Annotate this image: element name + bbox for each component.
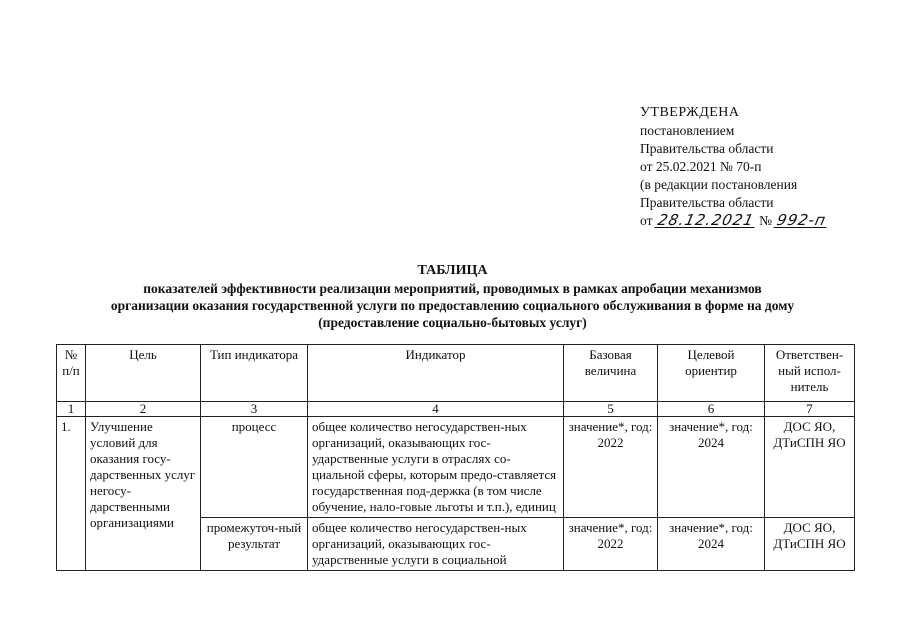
indicators-table <box>56 344 855 571</box>
approval-date-line <box>640 212 890 230</box>
column-number: 7 <box>765 402 855 417</box>
indicator-cell: общее количество негосударствен-ных организаций, оказывающих гос-ударственные услуги в социальной <box>308 518 564 571</box>
document-subtitle: (предоставление социально-бытовых услуг) <box>318 315 587 330</box>
number-sign: № <box>759 213 773 228</box>
header-cell: № п/п <box>57 345 86 402</box>
header-cell: Целевой ориентир <box>658 345 765 402</box>
document-title: ТАБЛИЦА <box>417 263 488 278</box>
table-header-row <box>57 345 855 402</box>
base-value-cell: значение*, год: 2022 <box>564 518 658 571</box>
column-number-row <box>57 402 855 417</box>
handwritten-date: 28.12.2021 <box>656 211 756 229</box>
document-subtitle: показателей эффективности реализации мероприятий, проводимых в рамках апробации механизмов <box>143 281 762 296</box>
base-value-cell: значение*, год: 2022 <box>564 417 658 518</box>
column-number: 6 <box>658 402 765 417</box>
approval-line: от 25.02.2021 № 70-п <box>640 159 762 174</box>
column-number: 1 <box>57 402 86 417</box>
indicator-type-cell: процесс <box>201 417 308 518</box>
responsible-cell: ДОС ЯО, ДТиСПН ЯО <box>765 417 855 518</box>
handwritten-number: 992-п <box>775 211 829 229</box>
column-number: 3 <box>201 402 308 417</box>
target-value-cell: значение*, год: 2024 <box>658 518 765 571</box>
header-cell: Тип индикатора <box>201 345 308 402</box>
approval-line: постановлением <box>640 123 735 138</box>
date-prefix: от <box>640 213 653 228</box>
column-number: 5 <box>564 402 658 417</box>
document-subtitle: организации оказания государственной услуги по предоставлению социального обслуживания в форме на дому <box>110 298 795 313</box>
approval-block <box>640 104 890 230</box>
indicator-cell: общее количество негосударствен-ных организаций, оказывающих гос-ударственные услуги в отраслях со-циальной сферы, которым предо-ставляется государственная под-держка (в том числе обучение, нало-говые льготы и т.п.), единиц <box>308 417 564 518</box>
document-title-block <box>30 262 875 331</box>
target-value-cell: значение*, год: 2024 <box>658 417 765 518</box>
approval-heading: УТВЕРЖДЕНА <box>640 105 740 120</box>
approval-line: Правительства области <box>640 195 774 210</box>
responsible-cell: ДОС ЯО, ДТиСПН ЯО <box>765 518 855 571</box>
approval-line: (в редакции постановления <box>640 177 798 192</box>
header-cell: Цель <box>86 345 201 402</box>
goal-cell: Улучшение условий для оказания госу-дарственных услуг негосу-дарственными организациями <box>86 417 201 571</box>
header-cell: Базовая величина <box>564 345 658 402</box>
column-number: 4 <box>308 402 564 417</box>
indicator-type-cell: промежуточ-ный результат <box>201 518 308 571</box>
approval-line: Правительства области <box>640 141 774 156</box>
table-row <box>57 417 855 518</box>
header-cell: Индикатор <box>308 345 564 402</box>
row-number: 1. <box>57 417 86 571</box>
column-number: 2 <box>86 402 201 417</box>
header-cell: Ответствен-ный испол-нитель <box>765 345 855 402</box>
